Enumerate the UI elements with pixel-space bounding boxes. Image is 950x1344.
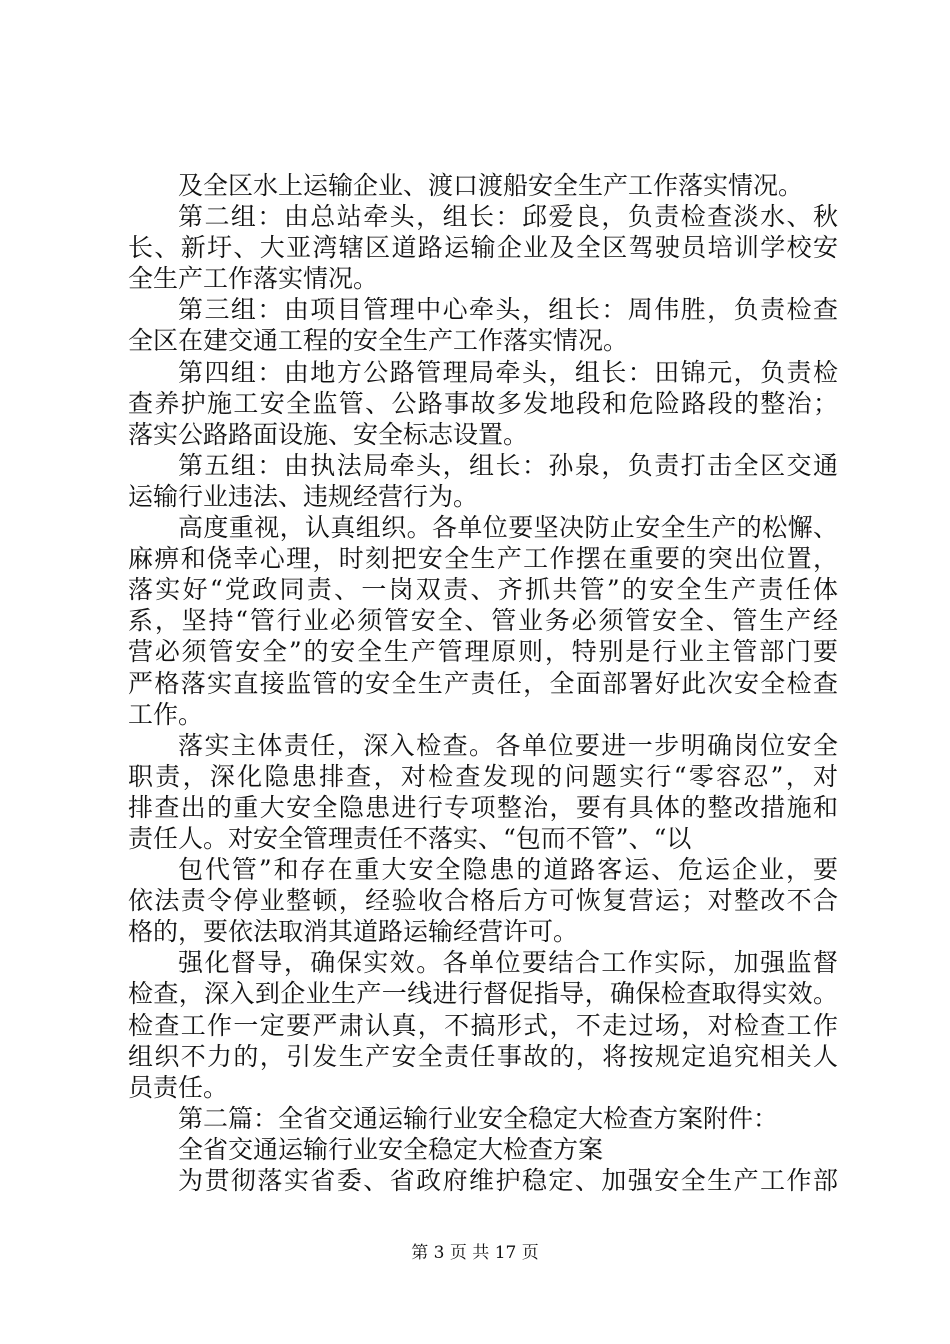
text-line: 包代管”和存在重大安全隐患的道路客运、危运企业，要: [178, 855, 838, 885]
text-line: 依法责令停业整顿，经验收合格后方可恢复营运；对整改不合: [128, 886, 838, 916]
text-line: 全区在建交通工程的安全生产工作落实情况。: [128, 326, 629, 356]
text-line: 全省交通运输行业安全稳定大检查方案: [178, 1134, 604, 1164]
text-line: 第二篇：全省交通运输行业安全稳定大检查方案附件：: [178, 1103, 779, 1133]
text-line: 运输行业违法、违规经营行为。: [128, 481, 479, 511]
text-line: 格的，要依法取消其道路运输经营许可。: [128, 917, 579, 947]
text-line: 员责任。: [128, 1072, 229, 1102]
text-line: 责任人。对安全管理责任不落实、“包而不管”、“以: [128, 823, 692, 853]
text-line: 职责，深化隐患排查，对检查发现的问题实行“零容忍”，对: [128, 761, 838, 791]
text-line: 为贯彻落实省委、省政府维护稳定、加强安全生产工作部: [178, 1166, 838, 1195]
text-line: 排查出的重大安全隐患进行专项整治，要有具体的整改措施和: [128, 792, 838, 822]
text-line: 第二组：由总站牵头，组长：邱爱良，负责检查淡水、秋: [178, 202, 838, 232]
text-line: 全生产工作落实情况。: [128, 264, 379, 294]
text-line: 长、新圩、大亚湾辖区道路运输企业及全区驾驶员培训学校安: [128, 233, 838, 263]
text-line: 严格落实直接监管的安全生产责任，全面部署好此次安全检查: [128, 668, 838, 698]
text-line: 检查工作一定要严肃认真，不搞形式，不走过场，对检查工作: [128, 1010, 838, 1040]
text-line: 麻痹和侥幸心理，时刻把安全生产工作摆在重要的突出位置，: [128, 544, 838, 574]
text-line: 查养护施工安全监管、公路事故多发地段和危险路段的整治；: [128, 388, 838, 418]
text-line: 组织不力的，引发生产安全责任事故的，将按规定追究相关人: [128, 1041, 838, 1071]
text-line: 工作。: [128, 699, 204, 729]
page-footer: 第 3 页 共 17 页: [411, 1243, 539, 1263]
text-line: 落实好“党政同责、一岗双责、齐抓共管”的安全生产责任体: [128, 575, 838, 605]
text-line: 系，坚持“管行业必须管安全、管业务必须管安全、管生产经: [128, 606, 838, 636]
text-line: 营必须管安全”的安全生产管理原则，特别是行业主管部门要: [128, 637, 838, 667]
text-line: 及全区水上运输企业、渡口渡船安全生产工作落实情况。: [178, 171, 804, 200]
document-body: [128, 170, 838, 1196]
text-line: 第三组：由项目管理中心牵头，组长：周伟胜，负责检查: [178, 295, 838, 325]
text-line: 强化督导，确保实效。各单位要结合工作实际，加强监督: [178, 948, 838, 978]
text-line: 检查，深入到企业生产一线进行督促指导，确保检查取得实效。: [128, 979, 838, 1009]
text-line: 落实公路路面设施、安全标志设置。: [128, 419, 529, 449]
text-line: 第四组：由地方公路管理局牵头，组长：田锦元，负责检: [178, 357, 838, 387]
text-line: 落实主体责任，深入检查。各单位要进一步明确岗位安全: [178, 730, 838, 760]
text-line: 高度重视，认真组织。各单位要坚决防止安全生产的松懈、: [178, 513, 838, 543]
text-line: 第五组：由执法局牵头，组长：孙泉，负责打击全区交通: [178, 450, 838, 480]
